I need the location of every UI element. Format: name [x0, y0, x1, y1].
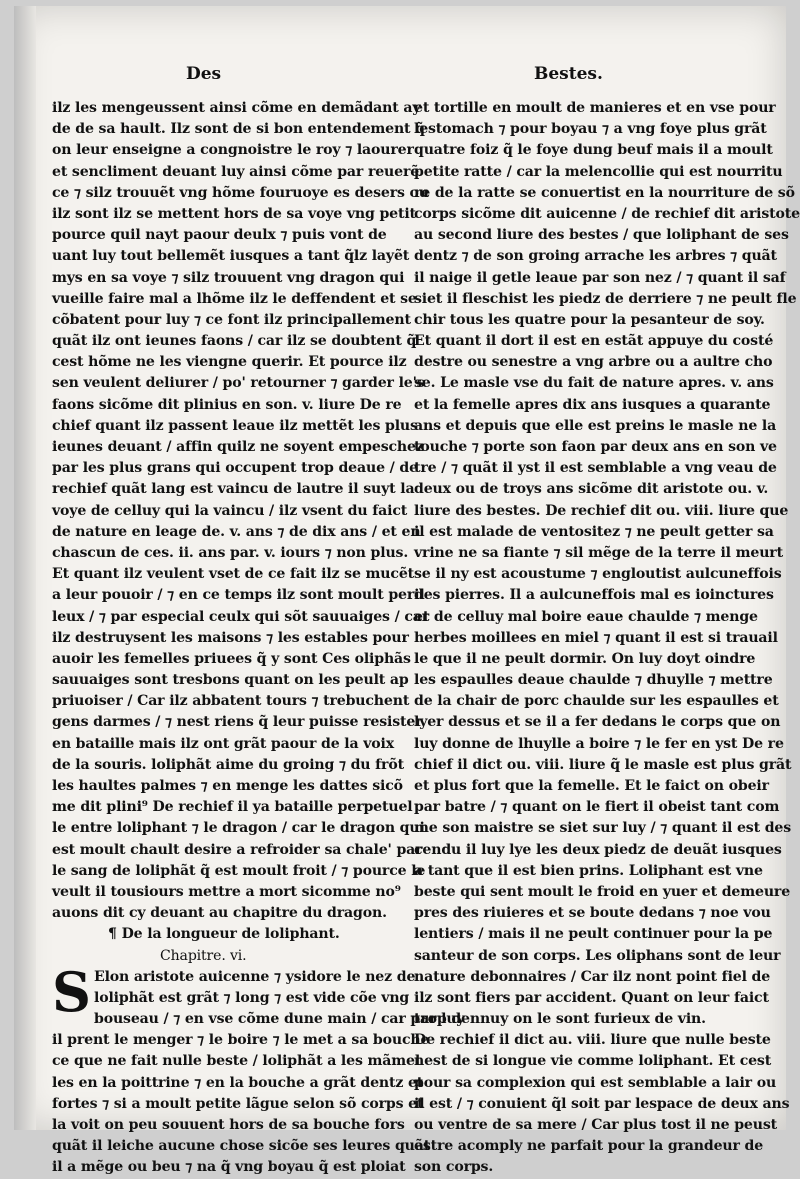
text-line: ans et depuis que elle est preins le masle ne la	[414, 417, 777, 434]
text-line: il est / ⁊ conuient q̃l soit par lespace de deux ans	[414, 1095, 790, 1112]
text-line: des pierres. Il a aulcuneffois mal es ioinctures	[414, 587, 774, 604]
page-gutter	[14, 6, 36, 1130]
text-line: a tant que il est bien prins. Loliphant est vne	[414, 862, 763, 879]
text-line: Et quant il dort il est en estãt appuye du costé	[414, 333, 774, 350]
text-line: cendu il luy lye les deux piedz de deuãt iusques	[414, 841, 782, 858]
text-line: lyer dessus et se il a fer dedans le corps que on	[414, 714, 781, 731]
right-column-lines	[414, 98, 800, 1179]
text-line: les en la poittrine ⁊ en la bouche a grãt dentz et	[52, 1074, 424, 1091]
text-line: rechief quãt lang est vaincu de lautre il suyt la	[52, 481, 415, 498]
text-line: quatre foiz q̃ le foye dung beuf mais il a moult	[414, 142, 773, 159]
text-line: de la chair de porc chaulde sur les espaulles et	[414, 693, 779, 710]
text-line: De rechief il dict au. viii. liure que nulle beste	[414, 1032, 771, 1049]
decorated-initial: S	[52, 959, 91, 1024]
text-line: par les plus grans qui occupent trop deaue / de	[52, 460, 418, 477]
text-line: il naige il getle leaue par son nez / ⁊ quant il saf	[414, 269, 786, 286]
text-line: chief quant ilz passent leaue ilz mettẽt les plus	[52, 417, 418, 434]
text-line: et sencliment deuant luy ainsi cõme par reuerẽ	[52, 163, 420, 180]
text-line: de de sa hault. Ilz sont de si bon entendement q̃	[52, 121, 425, 138]
text-line: cõbatent pour luy ⁊ ce font ilz principallement	[52, 311, 411, 328]
text-line: uant luy tout bellemẽt iusques a tant q̃lz layẽt	[52, 248, 410, 265]
text-line: petite ratte / car la melencollie qui est nourritu	[414, 163, 783, 180]
text-line: veult il tousiours mettre a mort sicomme no⁹	[52, 883, 401, 900]
text-line: luy donne de lhuylle a boire ⁊ le fer en yst De re	[414, 735, 784, 752]
text-line: destre ou senestre a vng arbre ou a aultre cho	[414, 354, 773, 371]
text-line: de nature en leage de. v. ans ⁊ de dix ans / et en	[52, 523, 421, 540]
text-line: ou ventre de sa mere / Car plus tost il ne peust	[414, 1117, 777, 1133]
text-line: il a mẽge ou beu ⁊ na q̃ vng boyau q̃ est ploiat	[52, 1159, 406, 1176]
text-line: quãt il leiche aucune chose sicõe ses leures quãt	[52, 1138, 431, 1155]
text-line: pource quil nayt paour deulx ⁊ puis vont de	[52, 227, 387, 244]
text-line: et tortille en moult de manieres et en vse pour	[414, 100, 776, 116]
text-line: chir tous les quatre pour la pesanteur de soy.	[414, 311, 765, 328]
text-line: tre / ⁊ quãt il yst il est semblable a vng veau de	[414, 460, 777, 477]
text-line: et plus fort que la femelle. Et le faict on obeir	[414, 778, 769, 794]
text-line: les espaulles deaue chaulde ⁊ dhuylle ⁊ mettre	[414, 672, 773, 689]
text-line: bouseau / ⁊ en vse cõme dune main / car par luy	[94, 1011, 465, 1028]
text-line: touche ⁊ porte son faon par deux ans en son ve	[414, 439, 777, 455]
text-line: et de celluy mal boire eaue chaulde ⁊ menge	[414, 608, 758, 625]
text-line: gens darmes / ⁊ nest riens q̃ leur puisse resister	[52, 714, 423, 731]
text-line: re de la ratte se conuertist en la nourriture de sõ	[414, 184, 795, 201]
text-line: corps sicõme dit auicenne / de rechief dit aristote	[414, 205, 800, 222]
text-line: santeur de son corps. Les oliphans sont de leur	[414, 947, 781, 964]
text-line: chief il dict ou. viii. liure q̃ le masle est plus grãt	[414, 756, 792, 773]
text-line: a leur pouoir / ⁊ en ce temps ilz sont moult peril	[52, 587, 425, 604]
text-line: est moult chault desire a refroider sa chale' par	[52, 841, 423, 858]
text-line: lentiers / mais il ne peult continuer pour la pe	[414, 926, 773, 943]
text-line: mys en sa voye ⁊ silz trouuent vng dragon qui	[52, 269, 405, 286]
text-line: lestomach ⁊ pour boyau ⁊ a vng foye plus grãt	[414, 121, 767, 138]
text-line: nest de si longue vie comme loliphant. Et cest	[414, 1053, 772, 1070]
text-line: ilz les mengeussent ainsi cõme en demãdant ay	[52, 100, 421, 116]
section-heading-text: De la longueur de loliphant.	[121, 926, 340, 943]
text-line: ilz destruysent les maisons ⁊ les estables pour	[52, 629, 409, 646]
running-header-left: Des	[186, 64, 222, 84]
text-line: en bataille mais ilz ont grãt paour de la voix	[52, 735, 394, 752]
text-line: estre acomply ne parfait pour la grandeur de	[414, 1138, 764, 1155]
text-line: sen veulent deliurer / po' retourner ⁊ garder le's	[52, 375, 425, 392]
text-line: Et quant ilz veulent vset de ce fait ilz se mucẽt	[52, 566, 415, 583]
text-line: beste qui sent moult le froid en yuer et demeure	[414, 883, 791, 900]
text-line: dentz ⁊ de son groing arrache les arbres ⁊ quãt	[414, 248, 777, 265]
text-line: ilz sont ilz se mettent hors de sa voye vng petit	[52, 205, 416, 222]
text-line: fortes ⁊ si a moult petite lãgue selon sõ corps et	[52, 1095, 424, 1112]
pilcrow-icon: ¶	[108, 926, 117, 943]
left-column-lines	[52, 98, 430, 924]
book-page	[14, 6, 800, 1176]
text-line: le que il ne peult dormir. On luy doyt oindre	[414, 650, 756, 667]
text-line: il prent le menger ⁊ le boire ⁊ le met a sa bouche	[52, 1032, 430, 1049]
text-line: voye de celluy qui la vaincu / ilz vsent du faict	[52, 502, 408, 519]
text-line: le entre loliphant ⁊ le dragon / car le dragon qui	[52, 820, 425, 837]
text-line: nature debonnaires / Car ilz nont point fiel de	[414, 968, 771, 985]
text-line: me dit plini⁹ De rechief il ya bataille perpetuel	[52, 799, 413, 816]
text-line: deux ou de troys ans sicõme dit aristote ou. v.	[414, 481, 769, 498]
text-line: il est malade de ventositez ⁊ ne peult getter sa	[414, 523, 774, 540]
text-line: ieunes deuant / affin quilz ne soyent empeschez	[52, 439, 424, 455]
text-line: liure des bestes. De rechief dit ou. viii. liure que	[414, 502, 789, 519]
text-line: pres des riuieres et se boute dedans ⁊ noe vou	[414, 905, 771, 922]
text-line: herbes moillees en miel ⁊ quant il est si trauail	[414, 629, 778, 646]
text-line: me son maistre se siet sur luy / ⁊ quant il est des	[414, 820, 792, 837]
text-line: priuoiser / Car ilz abbatent tours ⁊ trebuchent	[52, 693, 410, 710]
text-line: vrine ne sa fiante ⁊ sil mẽge de la terre il meurt	[414, 544, 783, 561]
text-line: leux / ⁊ par especial ceulx qui sõt sauuaiges / car	[52, 608, 430, 625]
text-line: chascun de ces. ii. ans par. v. iours ⁊ non plus.	[52, 544, 409, 561]
text-line: cest hõme ne les viengne querir. Et pource ilz	[52, 354, 407, 371]
text-line: par batre / ⁊ quant on le fiert il obeist tant com	[414, 799, 780, 816]
text-line: pour sa complexion qui est semblable a lair ou	[414, 1074, 777, 1091]
text-line: Elon aristote auicenne ⁊ ysidore le nez de	[94, 968, 416, 985]
text-line: auoir les femelles priuees q̃ y sont Ces oliphãs	[52, 650, 411, 667]
right-column	[414, 98, 800, 1179]
text-line: et la femelle apres dix ans iusques a quarante	[414, 396, 771, 413]
text-line: le sang de loliphãt q̃ est moult froit / ⁊ pource le	[52, 862, 426, 879]
text-line: ilz sont fiers par accident. Quant on leur faict	[414, 989, 769, 1006]
text-line: faons sicõme dit plinius en son. v. liure De re	[52, 396, 402, 413]
chapter-label: Chapitre. vi.	[160, 947, 247, 964]
text-line: la voit on peu souuent hors de sa bouche fors	[52, 1117, 405, 1133]
section-heading	[52, 924, 404, 945]
text-line: vueille faire mal a lhõme ilz le deffendent et se	[52, 290, 417, 307]
text-line: de la souris. loliphãt aime du groing ⁊ du frõt	[52, 756, 404, 773]
text-line: siet il fleschist les piedz de derriere ⁊ ne peult fle	[414, 290, 797, 307]
text-line: au second liure des bestes / que loliphant de ses	[414, 227, 789, 244]
text-line: loliphãt est grãt ⁊ long ⁊ est vide cõe vng	[94, 989, 410, 1006]
text-line: ce que ne fait nulle beste / loliphãt a les mãmel	[52, 1053, 421, 1070]
text-line: se il ny est acoustume ⁊ engloutist aulcuneffois	[414, 566, 782, 583]
text-line: ce ⁊ silz trouuẽt vng hõme fouruoye es desers ou	[52, 184, 429, 201]
text-line: son corps.	[414, 1159, 494, 1176]
text-line: les haultes palmes ⁊ en menge les dattes sicõ	[52, 778, 403, 794]
text-line: trop dennuy on le sont furieux de vin.	[414, 1011, 706, 1028]
running-header-right: Bestes.	[534, 64, 603, 84]
text-line: on leur enseigne a congnoistre le roy ⁊ laourer	[52, 142, 414, 159]
text-line: se. Le masle vse du fait de nature apres. v. ans	[414, 375, 774, 392]
text-line: quãt ilz ont ieunes faons / car ilz se doubtent q̃	[52, 333, 417, 350]
text-line: sauuaiges sont tresbons quant on les peult ap	[52, 672, 409, 689]
text-line: auons dit cy deuant au chapitre du dragon.	[52, 905, 387, 922]
